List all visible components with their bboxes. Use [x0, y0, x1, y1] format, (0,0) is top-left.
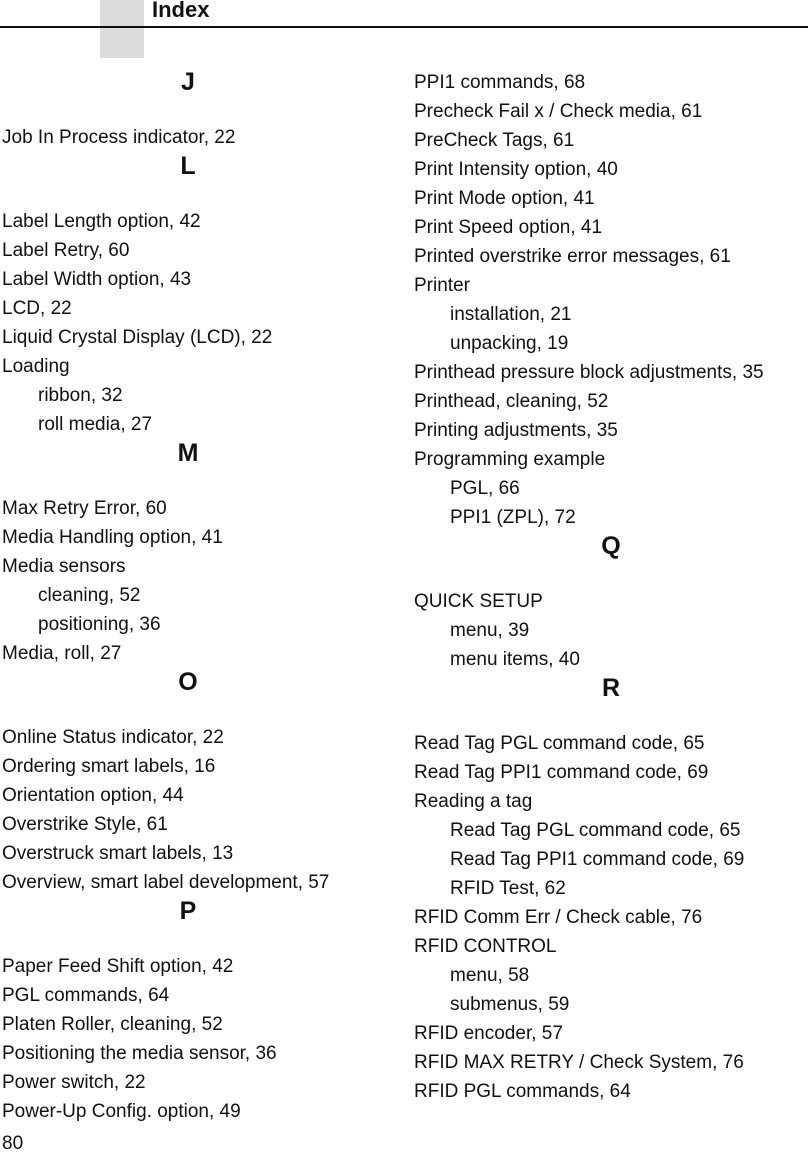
- index-entry: Label Retry, 60: [2, 240, 130, 261]
- index-entry: Read Tag PPI1 command code, 69: [414, 762, 709, 783]
- index-subentry: submenus, 59: [450, 994, 570, 1015]
- index-entry: RFID CONTROL: [414, 936, 557, 957]
- index-entry: PreCheck Tags, 61: [414, 130, 575, 151]
- index-subentry: menu, 58: [450, 965, 530, 986]
- index-subentry: cleaning, 52: [38, 585, 141, 606]
- index-entry: RFID Comm Err / Check cable, 76: [414, 907, 703, 928]
- section-letter: P: [179, 897, 197, 925]
- index-entry: Platen Roller, cleaning, 52: [2, 1014, 223, 1035]
- section-letter: Q: [601, 532, 621, 560]
- index-entry: Read Tag PGL command code, 65: [414, 733, 705, 754]
- index-entry: Power-Up Config. option, 49: [2, 1101, 241, 1122]
- index-entry: RFID MAX RETRY / Check System, 76: [414, 1052, 744, 1073]
- section-letter: O: [178, 668, 198, 696]
- index-subentry: Read Tag PGL command code, 65: [450, 820, 741, 841]
- index-subentry: Read Tag PPI1 command code, 69: [450, 849, 745, 870]
- index-column-right: [414, 68, 808, 1106]
- index-entry: Max Retry Error, 60: [2, 498, 167, 519]
- index-entry: Print Mode option, 41: [414, 188, 595, 209]
- index-entry: Print Intensity option, 40: [414, 159, 618, 180]
- index-entry: Printhead pressure block adjustments, 35: [414, 362, 764, 383]
- index-entry: Liquid Crystal Display (LCD), 22: [2, 327, 273, 348]
- index-entry: Job In Process indicator, 22: [2, 127, 236, 148]
- index-entry: Printing adjustments, 35: [414, 420, 618, 441]
- index-entry: PPI1 commands, 68: [414, 72, 586, 93]
- index-entry: Printhead, cleaning, 52: [414, 391, 609, 412]
- index-entry: Label Width option, 43: [2, 269, 192, 290]
- index-entry: Overstrike Style, 61: [2, 814, 168, 835]
- index-subentry: RFID Test, 62: [450, 878, 566, 899]
- index-entry: Printer: [414, 275, 470, 296]
- index-entry: Precheck Fail x / Check media, 61: [414, 101, 703, 122]
- section-letter: L: [180, 152, 196, 180]
- index-entry: Programming example: [414, 449, 606, 470]
- index-subentry: PPI1 (ZPL), 72: [450, 507, 576, 528]
- section-letter: M: [177, 439, 199, 467]
- index-entry: RFID encoder, 57: [414, 1023, 563, 1044]
- header-divider: [0, 26, 808, 28]
- index-subentry: ribbon, 32: [38, 385, 123, 406]
- index-entry: Ordering smart labels, 16: [2, 756, 216, 777]
- index-subentry: roll media, 27: [38, 414, 153, 435]
- index-entry: RFID PGL commands, 64: [414, 1081, 631, 1102]
- index-subentry: menu, 39: [450, 620, 530, 641]
- index-entry: LCD, 22: [2, 298, 72, 319]
- index-entry: Printed overstrike error messages, 61: [414, 246, 731, 267]
- page-title: Index: [152, 0, 210, 22]
- index-subentry: installation, 21: [450, 304, 572, 325]
- index-entry: Power switch, 22: [2, 1072, 146, 1093]
- index-entry: Loading: [2, 356, 70, 377]
- index-column-left: [2, 68, 382, 1126]
- section-letter: J: [181, 68, 195, 96]
- header-tab: [100, 0, 144, 58]
- index-entry: Media, roll, 27: [2, 643, 122, 664]
- index-entry: Paper Feed Shift option, 42: [2, 956, 234, 977]
- index-subentry: positioning, 36: [38, 614, 161, 635]
- index-entry: Orientation option, 44: [2, 785, 184, 806]
- index-entry: Positioning the media sensor, 36: [2, 1043, 277, 1064]
- page-number: 80: [2, 1133, 24, 1154]
- index-entry: Media sensors: [2, 556, 126, 577]
- index-entry: Online Status indicator, 22: [2, 727, 224, 748]
- index-entry: QUICK SETUP: [414, 591, 543, 612]
- index-subentry: unpacking, 19: [450, 333, 569, 354]
- index-entry: Print Speed option, 41: [414, 217, 603, 238]
- index-entry: PGL commands, 64: [2, 985, 170, 1006]
- index-entry: Overview, smart label development, 57: [2, 872, 330, 893]
- index-subentry: PGL, 66: [450, 478, 520, 499]
- index-entry: Reading a tag: [414, 791, 533, 812]
- index-entry: Label Length option, 42: [2, 211, 201, 232]
- index-entry: Overstruck smart labels, 13: [2, 843, 234, 864]
- section-letter: R: [601, 674, 621, 702]
- index-subentry: menu items, 40: [450, 649, 580, 670]
- index-entry: Media Handling option, 41: [2, 527, 223, 548]
